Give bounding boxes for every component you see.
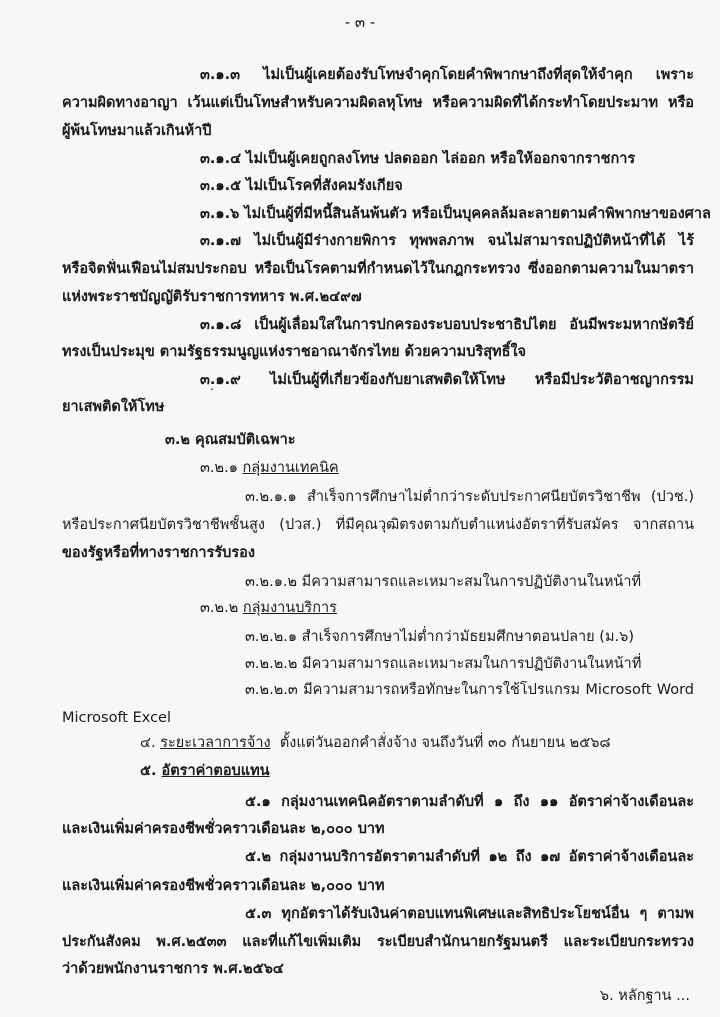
document-line: หรือจิตฟั่นเฟือนไม่สมประกอบ หรือเป็นโรคตามที่กำหนดไว้ในกฎกระทรวง ซึ่งออกตามความในมาตรา <box>62 261 694 277</box>
document-line: ๓.๒.๒.๒ มีความสามารถและเหมาะสมในการปฏิบัติงานในหน้าที่ <box>245 656 642 672</box>
document-line: ความผิดทางอาญา เว้นแต่เป็นโทษสำหรับความผิดลหุโทษ หรือความผิดที่ได้กระทำโดยประมาท หรือ <box>62 95 694 111</box>
document-line: ๓.๒.๒.๑ สำเร็จการศึกษาไม่ต่ำกว่ามัธยมศึกษาตอนปลาย (ม.๖) <box>245 629 634 645</box>
document-line: ๓.๑.๖ ไม่เป็นผู้ที่มีหนี้สินล้นพ้นตัว หรือเป็นบุคคลล้มละลายตามคำพิพากษาของศาล <box>200 206 711 222</box>
document-line: ๓.๒.๑.๒ มีความสามารถและเหมาะสมในการปฏิบัติงานในหน้าที่ <box>245 574 642 590</box>
document-line: ประกันสังคม พ.ศ.๒๕๓๓ และที่แก้ไขเพิ่มเติม ระเบียบสำนักนายกรัฐมนตรี และระเบียบกระทรวง <box>62 934 694 950</box>
document-line: ว่าด้วยพนักงานราชการ พ.ศ.๒๕๖๔ <box>62 961 284 977</box>
document-line: ผู้พ้นโทษมาแล้วเกินห้าปี <box>62 123 212 139</box>
document-line <box>200 458 339 478</box>
document-line <box>140 733 611 753</box>
document-line: ๓.๑.๕ ไม่เป็นโรคที่สังคมรังเกียจ <box>200 178 403 194</box>
document-line: ๓.๑.๗ ไม่เป็นผู้มีร่างกายพิการ ทุพพลภาพ จนไม่สามารถปฏิบัติหน้าที่ได้ ไร้ <box>200 233 694 249</box>
document-line <box>140 761 270 781</box>
document-line: และเงินเพิ่มค่าครองชีพชั่วคราวเดือนละ ๒,๐๐๐ บาท <box>62 878 385 894</box>
document-line: ๓.๑.๔ ไม่เป็นผู้เคยถูกลงโทษ ปลดออก ไล่ออก หรือให้ออกจากราชการ <box>200 151 636 167</box>
section-heading: อัตราค่าตอบแทน <box>161 763 270 779</box>
section-heading: กลุ่มงานเทคนิค <box>242 460 339 476</box>
document-line: ๕.๑ กลุ่มงานเทคนิคอัตราตามลำดับที่ ๑ ถึง ๑๑ อัตราค่าจ้างเดือนละ <box>245 794 694 810</box>
document-line: ๓.๒ คุณสมบัติเฉพาะ <box>165 432 296 448</box>
page-number: - ๓ - <box>344 13 376 31</box>
section-number: ๓.๒.๑ <box>200 460 243 476</box>
document-line: และเงินเพิ่มค่าครองชีพชั่วคราวเดือนละ ๒,๐๐๐ บาท <box>62 821 385 837</box>
document-line: ๓.๑.๙ ไม่เป็นผู้ที่เกี่ยวข้องกับยาเสพติดให้โทษ หรือมีประวัติอาชญากรรม <box>200 372 694 388</box>
document-line: หรือประกาศนียบัตรวิชาชีพชั้นสูง (ปวส.) ที่มีคุณวุฒิตรงตามกับตำแหน่งอัตราที่รับสมัคร จากสถาน <box>62 517 694 533</box>
section-heading: ระยะเวลาการจ้าง <box>160 735 271 751</box>
document-line <box>200 598 337 618</box>
document-line: ทรงเป็นประมุข ตามรัฐธรรมนูญแห่งราชอาณาจักรไทย ด้วยความบริสุทธิ์ใจ <box>62 344 527 360</box>
section-heading: กลุ่มงานบริการ <box>242 600 337 616</box>
section-number: ๕. <box>140 763 162 779</box>
document-line: ๕.๓ ทุกอัตราได้รับเงินค่าตอบแทนพิเศษและสิทธิประโยชน์อื่น ๆ ตามพ <box>245 906 694 922</box>
document-line: แห่งพระราชบัญญัติรับราชการทหาร พ.ศ.๒๔๙๗ <box>62 289 362 305</box>
section-number: ๔. <box>140 735 161 751</box>
document-line: Microsoft Excel <box>62 710 172 726</box>
document-line: ๓.๑.๓ ไม่เป็นผู้เคยต้องรับโทษจำคุกโดยคำพิพากษาถึงที่สุดให้จำคุก เพราะ <box>200 67 694 83</box>
document-line: ๓.๑.๘ เป็นผู้เลื่อมใสในการปกครองระบอบประชาธิปไตย อันมีพระมหากษัตริย์ <box>200 317 694 333</box>
document-line: ยาเสพติดให้โทษ <box>62 399 165 415</box>
document-line: ๓.๒.๑.๑ สำเร็จการศึกษาไม่ต่ำกว่าระดับประกาศนียบัตรวิชาชีพ (ปวช.) <box>245 489 694 505</box>
section-number: ๓.๒.๒ <box>200 600 243 616</box>
document-line: ๕.๒ กลุ่มงานบริการอัตราตามลำดับที่ ๑๒ ถึง ๑๗ อัตราค่าจ้างเดือนละ <box>245 849 694 865</box>
section-text: ตั้งแต่วันออกคำสั่งจ้าง จนถึงวันที่ ๓๐ กันยายน ๒๕๖๘ <box>270 735 611 751</box>
continuation-note: ๖. หลักฐาน ... <box>599 988 690 1004</box>
document-line: ๓.๒.๒.๓ มีความสามารถหรือทักษะในการใช้โปรแกรม Microsoft Word <box>245 682 694 698</box>
document-line: ของรัฐหรือที่ทางราชการรับรอง <box>62 545 255 561</box>
